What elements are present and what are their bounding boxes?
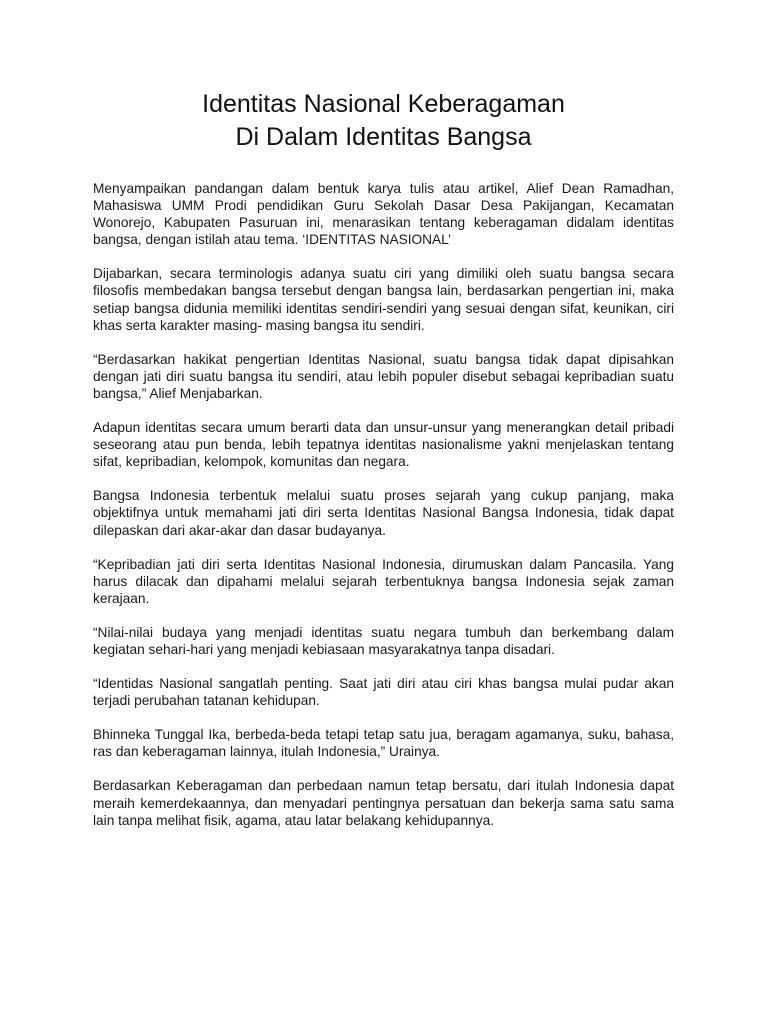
paragraph-2: Dijabarkan, secara terminologis adanya suatu ciri yang dimiliki oleh suatu bangsa secara filosofis membedakan bangsa tersebut dengan bangsa lain, berdasarkan pengertian ini, maka setiap bangsa didunia memiliki identitas sendiri-sendiri yang sesuai dengan sifat, keunikan, ciri khas serta karakter masing- masing bangsa itu sendiri. — [93, 266, 674, 333]
paragraph-4: Adapun identitas secara umum berarti data dan unsur-unsur yang menerangkan detail pribadi seseorang atau pun benda, lebih tepatnya identitas nasionalisme yakni menjelaskan tentang sifat, kepribadian, kelompok, komunitas dan negara. — [93, 420, 674, 470]
title-line-1: Identitas Nasional Keberagaman — [202, 90, 565, 118]
document-title — [93, 88, 674, 154]
paragraph-5: Bangsa Indonesia terbentuk melalui suatu proses sejarah yang cukup panjang, maka objektifnya untuk memahami jati diri serta Identitas Nasional Bangsa Indonesia, tidak dapat dilepaskan dari akar-akar dan dasar budayanya. — [93, 488, 674, 538]
paragraph-1: Menyampaikan pandangan dalam bentuk karya tulis atau artikel, Alief Dean Ramadhan, Mahasiswa UMM Prodi pendidikan Guru Sekolah Dasar Desa Pakijangan, Kecamatan Wonorejo, Kabupaten Pasuruan ini, menarasikan tentang keberagaman didalam identitas bangsa, dengan istilah atau tema. ‘IDENTITAS NASIONAL’ — [93, 181, 674, 248]
paragraph-3: “Berdasarkan hakikat pengertian Identitas Nasional, suatu bangsa tidak dapat dipisahkan dengan jati diri suatu bangsa itu sendiri, atau lebih populer disebut sebagai kepribadian suatu bangsa,” Alief Menjabarkan. — [93, 351, 674, 401]
document-body — [93, 180, 674, 829]
paragraph-8: “Identidas Nasional sangatlah penting. Saat jati diri atau ciri khas bangsa mulai pudar akan terjadi perubahan tatanan kehidupan. — [93, 676, 674, 709]
paragraph-9: Bhinneka Tunggal Ika, berbeda-beda tetapi tetap satu jua, beragam agamanya, suku, bahasa, ras dan keberagaman lainnya, itulah Indonesia,” Urainya. — [93, 727, 674, 760]
paragraph-6: “Kepribadian jati diri serta Identitas Nasional Indonesia, dirumuskan dalam Pancasila. Yang harus dilacak dan dipahami melalui sejarah terbentuknya bangsa Indonesia sejak zaman kerajaan. — [93, 556, 674, 606]
document-page — [93, 88, 674, 846]
title-line-2: Di Dalam Identitas Bangsa — [235, 123, 532, 151]
paragraph-10: Berdasarkan Keberagaman dan perbedaan namun tetap bersatu, dari itulah Indonesia dapat meraih kemerdekaannya, dan menyadari pentingnya persatuan dan bekerja sama satu sama lain tanpa melihat fisik, agama, atau latar belakang kehidupannya. — [93, 778, 674, 828]
paragraph-7: “Nilai-nilai budaya yang menjadi identitas suatu negara tumbuh dan berkembang dalam kegiatan sehari-hari yang menjadi kebiasaan masyarakatnya tanpa disadari. — [93, 624, 674, 657]
